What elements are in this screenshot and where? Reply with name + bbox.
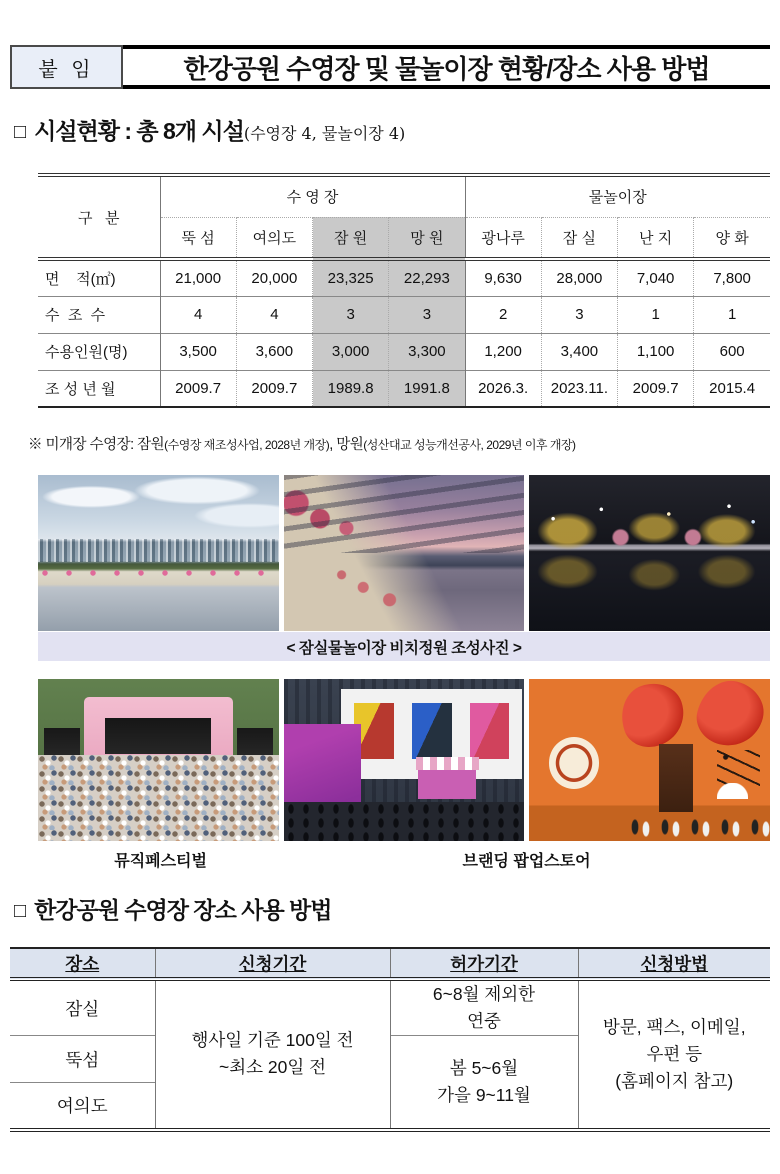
usage-column-header: 장소 (10, 948, 155, 979)
attachment-header (10, 45, 770, 89)
beach-photo-row (38, 475, 770, 631)
row-label: 조 성 년 월 (38, 370, 160, 407)
facility-value: 28,000 (541, 259, 617, 296)
facility-value: 4 (236, 296, 312, 333)
place-cell: 여의도 (10, 1083, 155, 1130)
facility-value: 2 (465, 296, 541, 333)
place-cell: 뚝섬 (10, 1036, 155, 1083)
usage-row (10, 979, 770, 1036)
place-cell: 잠실 (65, 998, 100, 1019)
festival-center-screen (105, 718, 211, 754)
photo-beach-garden-day (38, 475, 279, 631)
facility-row (38, 333, 770, 370)
store-wall-lettering (717, 750, 760, 786)
facility-value: 1991.8 (389, 370, 465, 407)
photo-popup-structure (284, 679, 525, 841)
attachment-badge: 붙 임 (10, 45, 123, 89)
facility-value: 1989.8 (313, 370, 389, 407)
group-header: 물놀이장 (465, 175, 770, 217)
facility-row (38, 259, 770, 296)
facility-row (38, 296, 770, 333)
facility-table-body (38, 259, 770, 407)
event-photo-row (38, 679, 770, 841)
facility-value: 1,100 (618, 333, 694, 370)
facility-value: 3 (389, 296, 465, 333)
facility-value: 2023.11. (541, 370, 617, 407)
column-header: 잠 원 (313, 217, 389, 259)
note-marker-icon: ※ (28, 437, 42, 453)
facility-value: 4 (160, 296, 236, 333)
page-title: 한강공원 수영장 및 물놀이장 현황/장소 사용 방법 (123, 45, 770, 89)
event-photo-captions (38, 848, 770, 871)
column-header: 양 화 (694, 217, 770, 259)
photo-beach-garden-sunset (284, 475, 525, 631)
facilities-heading-subtext: (수영장 4, 물놀이장 4) (243, 124, 406, 143)
row-label: 수용인원(명) (38, 333, 160, 370)
corner-header: 구 분 (38, 175, 160, 259)
facility-value: 600 (694, 333, 770, 370)
facility-value: 7,040 (618, 259, 694, 296)
apply-method-cell: 방문, 팩스, 이메일, 우편 등 (홈페이지 참고) (578, 979, 770, 1130)
column-header: 여의도 (236, 217, 312, 259)
facility-value: 3 (541, 296, 617, 333)
facility-value: 3 (313, 296, 389, 333)
popup-opening-blue (412, 703, 452, 759)
usage-column-header: 신청기간 (155, 948, 390, 979)
column-header: 뚝 섬 (160, 217, 236, 259)
facility-value: 2009.7 (160, 370, 236, 407)
facility-value: 23,325 (313, 259, 389, 296)
facility-table-head (38, 175, 770, 259)
apply-period-cell: 행사일 기준 100일 전 ~최소 20일 전 (155, 979, 390, 1130)
facility-value: 3,300 (389, 333, 465, 370)
lobster-sculpture-left (613, 679, 692, 754)
column-header: 망 원 (389, 217, 465, 259)
facility-value: 22,293 (389, 259, 465, 296)
popup-crowd (284, 802, 525, 841)
square-bullet-icon: □ (14, 121, 26, 143)
popup-awning (416, 757, 479, 770)
usage-column-header: 허가기간 (390, 948, 578, 979)
photo-orange-popup-store (529, 679, 770, 841)
column-header: 잠 실 (541, 217, 617, 259)
square-bullet-icon: □ (14, 900, 26, 922)
facility-value: 20,000 (236, 259, 312, 296)
group-header: 수 영 장 (286, 189, 339, 207)
facility-value: 2026.3. (465, 370, 541, 407)
facility-value: 3,600 (236, 333, 312, 370)
beach-photos-caption: < 잠실물놀이장 비치정원 조성사진 > (38, 632, 770, 661)
facility-value: 2009.7 (618, 370, 694, 407)
white-umbrella (717, 783, 748, 799)
facilities-heading-text: 시설현황 : 총 8개 시설 (34, 118, 244, 144)
festival-crowd (38, 755, 279, 841)
usage-heading-text: 한강공원 수영장 장소 사용 방법 (34, 897, 332, 923)
permit-period-jamsil-cell: 6~8월 제외한 연중 (390, 979, 578, 1036)
store-round-logo (549, 737, 600, 789)
lobster-sculpture-right (691, 679, 770, 752)
facility-value: 2015.4 (694, 370, 770, 407)
photo-music-festival (38, 679, 279, 841)
row-label: 수 조 수 (38, 296, 160, 333)
facility-value: 9,630 (465, 259, 541, 296)
facility-value: 7,800 (694, 259, 770, 296)
usage-column-header: 신청방법 (578, 948, 770, 979)
popup-store-caption: 브랜딩 팝업스토어 (462, 853, 591, 870)
facility-value: 3,500 (160, 333, 236, 370)
facility-table (38, 173, 770, 408)
facility-row (38, 370, 770, 407)
photo-beach-garden-night (529, 475, 770, 631)
facility-value: 21,000 (160, 259, 236, 296)
facility-value: 1 (694, 296, 770, 333)
column-header: 광나루 (465, 217, 541, 259)
column-header: 난 지 (618, 217, 694, 259)
usage-table-head (10, 948, 770, 979)
section-usage-heading (14, 892, 770, 925)
unopened-pools-note: ※ 미개장 수영장: 잠원(수영장 재조성사업, 2028년 개장), 망원(성산대교 성능개선공사, 2029년 이후 개장) (28, 437, 576, 453)
popup-booth (418, 770, 476, 799)
facility-value: 1,200 (465, 333, 541, 370)
usage-table-body (10, 979, 770, 1130)
row-label: 면 적(㎡) (38, 259, 160, 296)
permit-period-others-cell: 봄 5~6월 가을 9~11월 (390, 1036, 578, 1130)
facility-value: 1 (618, 296, 694, 333)
popup-opening-pink (470, 703, 510, 759)
music-festival-caption: 뮤직페스티벌 (114, 853, 207, 870)
facility-value: 3,400 (541, 333, 617, 370)
facility-value: 3,000 (313, 333, 389, 370)
usage-table (10, 947, 770, 1132)
section-facilities-heading (14, 113, 770, 146)
facility-value: 2009.7 (236, 370, 312, 407)
